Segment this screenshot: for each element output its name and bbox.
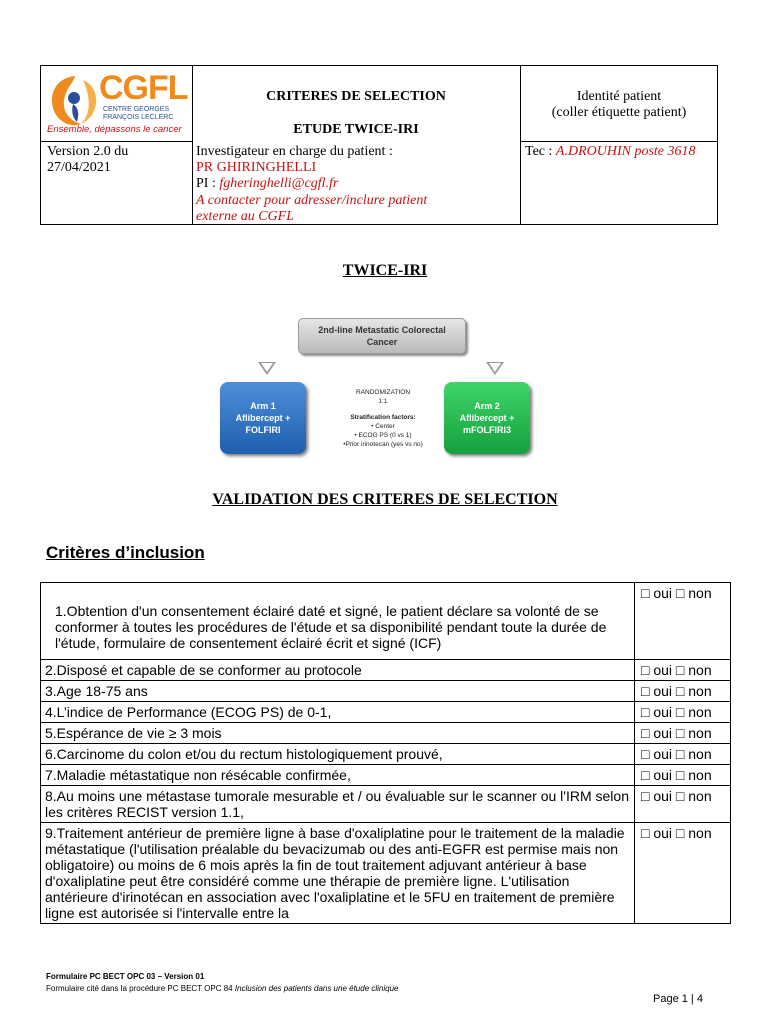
contact-note-1: A contacter pour adresser/inclure patient [196,193,428,208]
pi-label: PI : [196,176,220,191]
form-title: CRITERES DE SELECTION [266,89,446,104]
criterion-text: 4.L’indice de Performance (ECOG PS) de 0-1, [41,702,635,723]
criterion-checkbox-oui-non[interactable]: □ oui □ non [635,765,731,786]
schema-population-line1: 2nd-line Metastatic Colorectal [318,325,446,335]
page-number: Page 1 | 4 [653,993,703,1005]
criterion-checkbox-oui-non[interactable]: □ oui □ non [635,723,731,744]
header-table [40,65,718,225]
footer-procedure-title: Inclusion des patients dans une étude clinique [234,984,399,993]
arrow-down-left-icon [258,362,276,375]
tec-label: Tec : [525,144,556,159]
criterion-text: 9.Traitement antérieur de première ligne à base d'oxaliplatine pour le traitement de la maladie métastatique (l'utilisation préalable du bevacizumab ou des anti-EGFR est permise mais non obligatoire) ou moins de 6 mois après la fin de tout traitement adjuvant antérieur à base d'oxaliplatine peut être considéré comme une thérapie de première ligne. L'utilisation antérieure d'irinotécan en association avec l'oxaliplatine et le 5FU en traitement de première ligne est autorisée si l'intervalle entre la [41,823,635,924]
criterion-text: 5.Espérance de vie ≥ 3 mois [41,723,635,744]
criterion-row [41,583,731,660]
footer-procedure-code: Formulaire cité dans la procédure PC BECT OPC 84 [46,984,235,993]
rando-title: RANDOMIZATION [355,389,411,396]
tec-value: A.DROUHIN poste 3618 [555,144,696,159]
criterion-row [41,744,731,765]
pi-line [196,176,338,192]
logo-brand: CGFL [99,69,188,107]
tec-line [525,144,696,160]
criterion-checkbox-oui-non[interactable]: □ oui □ non [635,786,731,823]
arm2-box [444,382,530,454]
logo-tagline: Ensemble, dépassons le cancer [47,124,182,135]
criterion-text: 6.Carcinome du colon et/ou du rectum histologiquement prouvé, [41,744,635,765]
criterion-text: 2.Disposé et capable de se conformer au protocole [41,660,635,681]
criterion-checkbox-oui-non[interactable]: □ oui □ non [635,702,731,723]
pi-email[interactable]: fgheringhelli@cgfl.fr [219,176,339,191]
criterion-row [41,823,731,924]
logo-sub2: FRANÇOIS LECLERC [103,114,174,121]
investigator-label: Investigateur en charge du patient : [196,144,393,159]
arm2-drug1: Aflibercept + [459,413,515,423]
study-name: ETUDE TWICE-IRI [293,122,419,137]
criterion-row [41,681,731,702]
contact-note-2: externe au CGFL [196,209,294,224]
logo-sub1: CENTRE GEORGES [103,106,170,113]
footer-form-ref: Formulaire PC BECT OPC 03 – Version 01 [46,972,205,981]
criterion-row [41,702,731,723]
inclusion-criteria-table [40,582,731,924]
arm2-title: Arm 2 [474,401,500,411]
patient-identity-label: Identité patient [576,89,662,104]
arm1-box [220,382,306,454]
arm1-title: Arm 1 [250,401,276,411]
randomization-info [330,388,436,449]
study-title: TWICE-IRI [342,262,428,279]
footer-procedure-ref [46,984,399,993]
strat-ecog: • ECOG PS (0 vs 1) [354,432,412,439]
criterion-row [41,786,731,823]
criterion-row [41,660,731,681]
criterion-text: 7.Maladie métastatique non résécable confirmée, [41,765,635,786]
rando-ratio: 1:1 [378,398,388,405]
version-label: Version 2.0 du [47,144,129,159]
criterion-checkbox-oui-non[interactable]: □ oui □ non [635,660,731,681]
arrow-down-right-icon [486,362,504,375]
inclusion-title: Critères d’inclusion [46,543,205,562]
criterion-checkbox-oui-non[interactable]: □ oui □ non [635,744,731,765]
investigator-name: PR GHIRINGHELLI [196,160,317,175]
arm2-drug2: mFOLFIRI3 [462,425,511,435]
strat-title: Stratification factors: [350,414,416,421]
criterion-checkbox-oui-non[interactable]: □ oui □ non [635,823,731,924]
schema-population-box [298,318,466,354]
schema-population-line2: Cancer [366,337,398,347]
strat-irinotecan: •Prior irinotecan (yes vs no) [343,441,423,448]
criterion-text: 8.Au moins une métastase tumorale mesurable et / ou évaluable sur le scanner ou l'IRM selon les critères RECIST version 1.1, [41,786,635,823]
criterion-text: 1.Obtention d'un consentement éclairé daté et signé, le patient déclare sa volonté de se conformer à toutes les procédures de l'étude et sa disponibilité pendant toute la durée de l'étude, formulaire de consentement éclairé écrit et signé (ICF) [41,583,635,660]
criterion-row [41,765,731,786]
strat-center: • Center [371,423,395,430]
criterion-checkbox-oui-non[interactable]: □ oui □ non [635,583,731,660]
patient-label-hint: (coller étiquette patient) [551,105,687,120]
criterion-text: 3.Age 18-75 ans [41,681,635,702]
arm1-drug2: FOLFIRI [245,425,281,435]
criterion-checkbox-oui-non[interactable]: □ oui □ non [635,681,731,702]
validation-title: VALIDATION DES CRITERES DE SELECTION [212,491,558,508]
criterion-row [41,723,731,744]
arm1-drug1: Aflibercept + [235,413,291,423]
version-date: 27/04/2021 [47,160,111,175]
